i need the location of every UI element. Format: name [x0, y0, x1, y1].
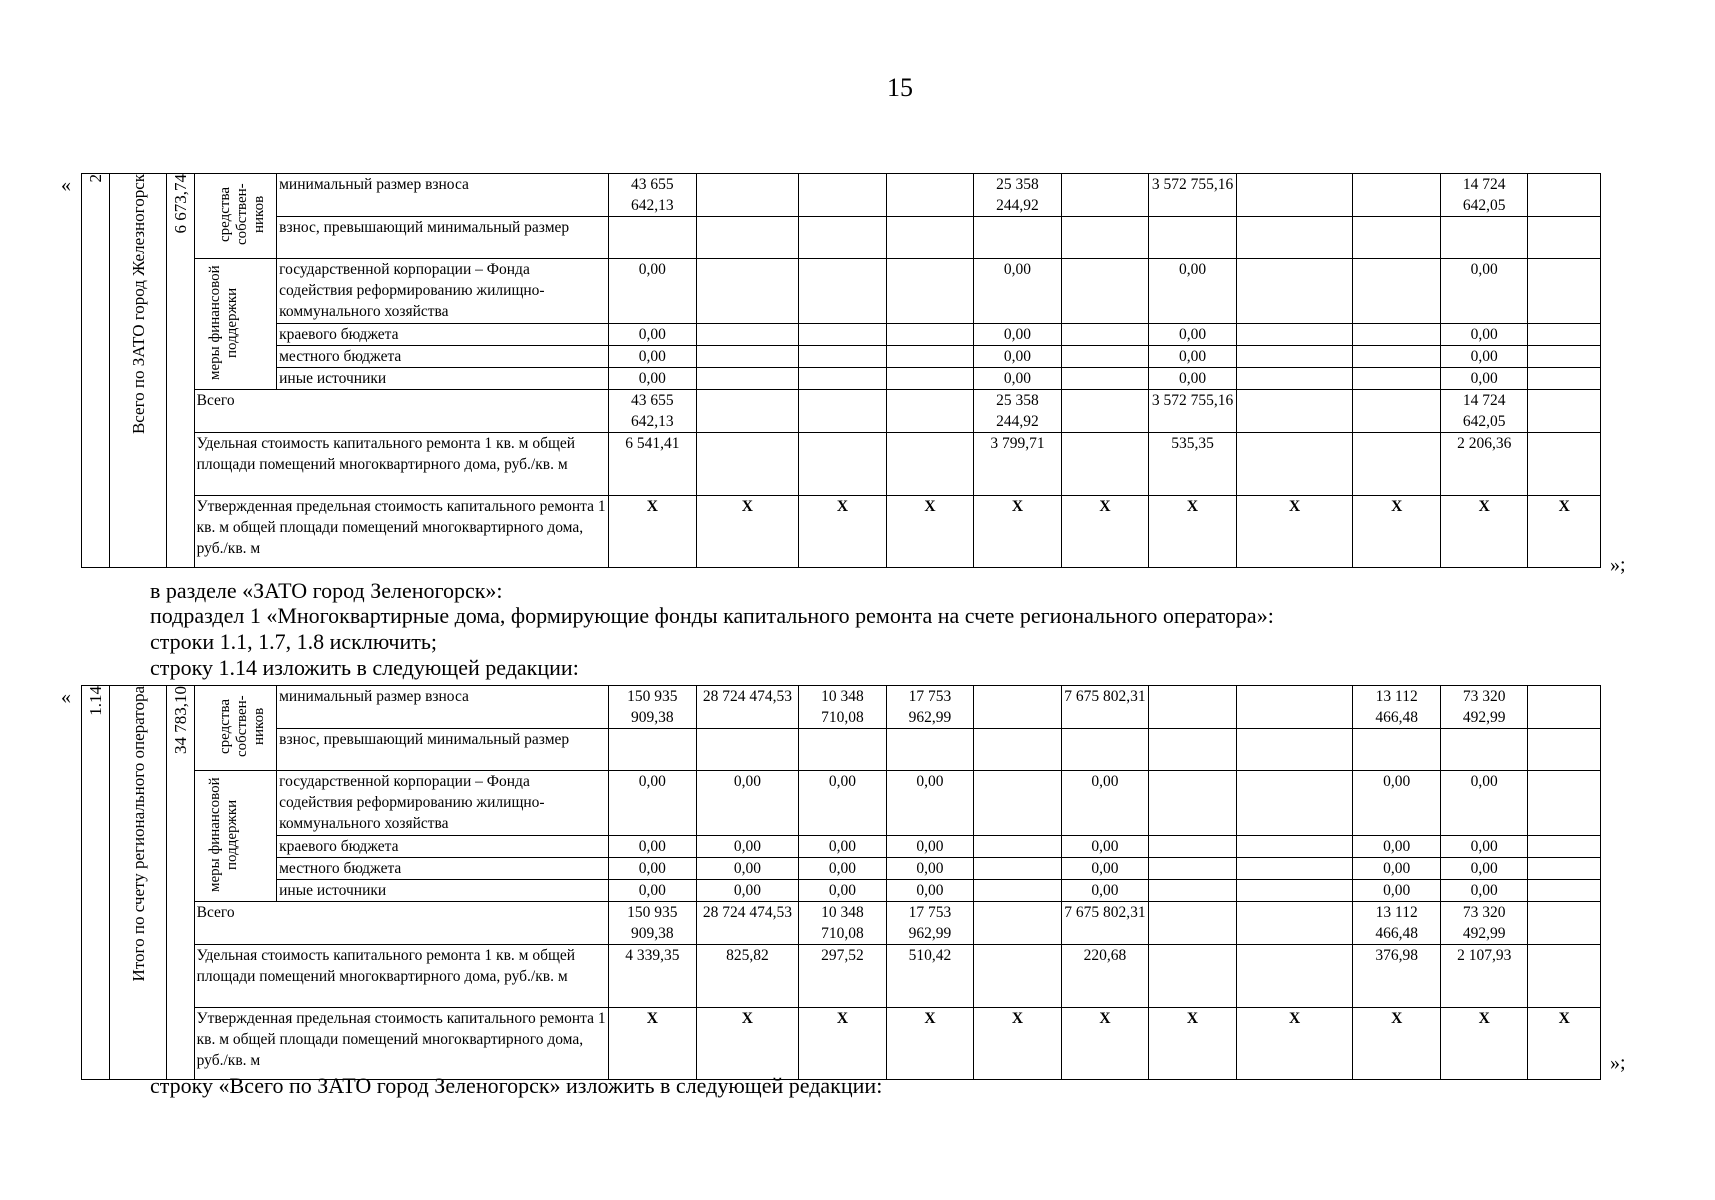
- value-cell: 0,00: [1440, 259, 1528, 324]
- row-label: иные источники: [277, 368, 609, 390]
- row-number: 1.14: [86, 686, 106, 716]
- row-title-cell: [110, 686, 167, 1080]
- value-cell: X: [886, 496, 974, 568]
- value-cell: 7 675 802,31: [1061, 686, 1149, 729]
- value-cell: [696, 217, 799, 259]
- table-row: [82, 174, 1601, 217]
- value-cell: 2 107,93: [1440, 945, 1528, 1008]
- group-owners-cell: [194, 174, 276, 259]
- value-cell: 220,68: [1061, 945, 1149, 1008]
- value-cell: 297,52: [799, 945, 887, 1008]
- row-label: краевого бюджета: [277, 836, 609, 858]
- row-number: 2: [86, 174, 106, 183]
- value-cell: X: [974, 496, 1062, 568]
- value-cell: [799, 259, 887, 324]
- table-row: [82, 259, 1601, 324]
- value-cell: 3 572 755,16: [1149, 174, 1237, 217]
- value-cell: X: [1440, 1008, 1528, 1080]
- value-cell: [1353, 217, 1441, 259]
- value-cell: X: [799, 496, 887, 568]
- row-label: местного бюджета: [277, 858, 609, 880]
- value-cell: [1236, 686, 1353, 729]
- table-regional-operator: [81, 685, 1601, 1080]
- value-cell: [886, 346, 974, 368]
- value-cell: [696, 259, 799, 324]
- value-cell: [1528, 217, 1601, 259]
- value-cell: 0,00: [696, 771, 799, 836]
- value-cell: [1528, 368, 1601, 390]
- value-cell: 0,00: [799, 771, 887, 836]
- value-cell: [1353, 729, 1441, 771]
- replace-row-paragraph: строку 1.14 изложить в следующей редакции:: [150, 655, 579, 680]
- value-cell: [799, 729, 887, 771]
- value-cell: X: [1353, 1008, 1441, 1080]
- value-cell: [799, 433, 887, 496]
- value-cell: [696, 390, 799, 433]
- value-cell: 0,00: [1440, 858, 1528, 880]
- row-label: Всего: [194, 902, 608, 945]
- value-cell: [1236, 433, 1353, 496]
- table-row: [82, 324, 1601, 346]
- value-cell: 3 799,71: [974, 433, 1062, 496]
- row-number-cell: [82, 174, 110, 568]
- table-row: [82, 771, 1601, 836]
- table-row: [82, 945, 1601, 1008]
- group-support-cell: [194, 259, 276, 390]
- row-label: взнос, превышающий минимальный размер: [277, 217, 609, 259]
- value-cell: [1528, 259, 1601, 324]
- value-cell: [1149, 902, 1237, 945]
- value-cell: 17 753 962,99: [886, 686, 974, 729]
- value-cell: [1236, 346, 1353, 368]
- value-cell: 10 348 710,08: [799, 902, 887, 945]
- value-cell: [799, 174, 887, 217]
- group-owners-label: средства собствен-ников: [217, 695, 268, 757]
- section-paragraph: в разделе «ЗАТО город Зеленогорск»:: [150, 578, 503, 603]
- value-cell: 17 753 962,99: [886, 902, 974, 945]
- value-cell: [1236, 836, 1353, 858]
- value-cell: 73 320 492,99: [1440, 902, 1528, 945]
- value-cell: [1528, 836, 1601, 858]
- value-cell: [886, 174, 974, 217]
- value-cell: 25 358 244,92: [974, 390, 1062, 433]
- value-cell: 0,00: [609, 858, 697, 880]
- value-cell: [1149, 729, 1237, 771]
- value-cell: 0,00: [974, 324, 1062, 346]
- value-cell: X: [799, 1008, 887, 1080]
- row-label: Удельная стоимость капитального ремонта 1 кв. м общей площади помещений многоквартирного дома, руб./кв. м: [194, 433, 608, 496]
- value-cell: [886, 390, 974, 433]
- value-cell: [1061, 324, 1149, 346]
- value-cell: 0,00: [1440, 368, 1528, 390]
- value-cell: [1353, 259, 1441, 324]
- value-cell: 0,00: [1149, 324, 1237, 346]
- value-cell: [1061, 729, 1149, 771]
- value-cell: [696, 729, 799, 771]
- value-cell: 0,00: [1353, 880, 1441, 902]
- value-cell: 0,00: [609, 771, 697, 836]
- value-cell: [1528, 858, 1601, 880]
- value-cell: X: [1440, 496, 1528, 568]
- page-number: 15: [887, 73, 913, 102]
- value-cell: 13 112 466,48: [1353, 902, 1441, 945]
- value-cell: 0,00: [974, 259, 1062, 324]
- value-cell: 3 572 755,16: [1149, 390, 1237, 433]
- value-cell: [1353, 346, 1441, 368]
- value-cell: [886, 217, 974, 259]
- value-cell: [886, 433, 974, 496]
- value-cell: 376,98: [1353, 945, 1441, 1008]
- value-cell: [974, 945, 1062, 1008]
- value-cell: 825,82: [696, 945, 799, 1008]
- row-label: государственной корпорации – Фонда содействия реформированию жилищно-коммунального хозяйства: [277, 771, 609, 836]
- table-row: [82, 880, 1601, 902]
- value-cell: 0,00: [609, 346, 697, 368]
- value-cell: X: [1528, 496, 1601, 568]
- value-cell: 0,00: [886, 858, 974, 880]
- value-cell: [974, 686, 1062, 729]
- value-cell: [1353, 390, 1441, 433]
- value-cell: 0,00: [1061, 858, 1149, 880]
- row-label: взнос, превышающий минимальный размер: [277, 729, 609, 771]
- value-cell: 150 935 909,38: [609, 902, 697, 945]
- group-owners-label: средства собствен-ников: [217, 183, 268, 245]
- value-cell: 13 112 466,48: [1353, 686, 1441, 729]
- row-label: Удельная стоимость капитального ремонта 1 кв. м общей площади помещений многоквартирного дома, руб./кв. м: [194, 945, 608, 1008]
- value-cell: X: [1061, 1008, 1149, 1080]
- value-cell: [974, 858, 1062, 880]
- value-cell: X: [1061, 496, 1149, 568]
- value-cell: 0,00: [799, 880, 887, 902]
- value-cell: [1149, 836, 1237, 858]
- value-cell: 0,00: [974, 368, 1062, 390]
- table-row: [82, 729, 1601, 771]
- row-number-cell: [82, 686, 110, 1080]
- value-cell: [696, 174, 799, 217]
- table-row: [82, 390, 1601, 433]
- value-cell: 0,00: [1353, 836, 1441, 858]
- value-cell: [1061, 174, 1149, 217]
- value-cell: [1149, 880, 1237, 902]
- value-cell: 0,00: [799, 858, 887, 880]
- value-cell: X: [1236, 496, 1353, 568]
- value-cell: 25 358 244,92: [974, 174, 1062, 217]
- value-cell: 150 935 909,38: [609, 686, 697, 729]
- row-title: Всего по ЗАТО город Железногорск: [128, 174, 148, 435]
- value-cell: 4 339,35: [609, 945, 697, 1008]
- value-cell: 0,00: [974, 346, 1062, 368]
- value-cell: X: [1528, 1008, 1601, 1080]
- value-cell: X: [974, 1008, 1062, 1080]
- value-cell: [1528, 390, 1601, 433]
- value-cell: X: [696, 496, 799, 568]
- value-cell: [1236, 945, 1353, 1008]
- value-cell: [1440, 217, 1528, 259]
- value-cell: 14 724 642,05: [1440, 174, 1528, 217]
- value-cell: [1061, 346, 1149, 368]
- value-cell: 43 655 642,13: [609, 390, 697, 433]
- value-cell: [974, 880, 1062, 902]
- value-cell: 0,00: [609, 368, 697, 390]
- value-cell: [1353, 174, 1441, 217]
- value-cell: 0,00: [1440, 771, 1528, 836]
- row-label: Утвержденная предельная стоимость капитального ремонта 1 кв. м общей площади помещений многоквартирного дома, руб./кв. м: [194, 496, 608, 568]
- value-cell: [1528, 771, 1601, 836]
- value-cell: [1236, 259, 1353, 324]
- value-cell: [886, 259, 974, 324]
- value-cell: 0,00: [1149, 346, 1237, 368]
- value-cell: [1236, 880, 1353, 902]
- row-label: минимальный размер взноса: [277, 686, 609, 729]
- value-cell: 0,00: [1149, 259, 1237, 324]
- exclude-rows-paragraph: строки 1.1, 1.7, 1.8 исключить;: [150, 629, 438, 654]
- group-support-label: меры финансовой поддержки: [207, 265, 241, 381]
- value-cell: [1528, 433, 1601, 496]
- value-cell: [1149, 686, 1237, 729]
- value-cell: [1149, 771, 1237, 836]
- value-cell: [1236, 771, 1353, 836]
- value-cell: [1236, 368, 1353, 390]
- row-label: краевого бюджета: [277, 324, 609, 346]
- value-cell: [1061, 368, 1149, 390]
- row-label: государственной корпорации – Фонда содействия реформированию жилищно-коммунального хозяйства: [277, 259, 609, 324]
- value-cell: 0,00: [1353, 858, 1441, 880]
- value-cell: [1061, 259, 1149, 324]
- value-cell: 0,00: [609, 259, 697, 324]
- value-cell: 0,00: [609, 324, 697, 346]
- value-cell: X: [1353, 496, 1441, 568]
- value-cell: 0,00: [609, 880, 697, 902]
- row-title-cell: [110, 174, 167, 568]
- value-cell: 0,00: [886, 771, 974, 836]
- row-title: Итого по счету регионального оператора: [128, 686, 148, 982]
- value-cell: [696, 368, 799, 390]
- table-row: [82, 902, 1601, 945]
- row-label: местного бюджета: [277, 346, 609, 368]
- value-cell: [799, 390, 887, 433]
- value-cell: 510,42: [886, 945, 974, 1008]
- value-cell: [799, 324, 887, 346]
- value-cell: 10 348 710,08: [799, 686, 887, 729]
- quote-open: «: [61, 686, 71, 708]
- value-cell: 0,00: [1440, 836, 1528, 858]
- value-cell: [609, 217, 697, 259]
- value-cell: [799, 217, 887, 259]
- value-cell: [974, 836, 1062, 858]
- value-cell: [1061, 433, 1149, 496]
- table-row: [82, 836, 1601, 858]
- value-cell: [974, 771, 1062, 836]
- area-value: 34 783,10: [171, 686, 191, 754]
- value-cell: 2 206,36: [1440, 433, 1528, 496]
- area-cell: [167, 174, 194, 568]
- value-cell: [1528, 945, 1601, 1008]
- value-cell: [1528, 880, 1601, 902]
- table-row: [82, 433, 1601, 496]
- quote-close: »;: [1610, 1052, 1626, 1074]
- value-cell: [1528, 324, 1601, 346]
- value-cell: [974, 729, 1062, 771]
- value-cell: 0,00: [886, 836, 974, 858]
- value-cell: 7 675 802,31: [1061, 902, 1149, 945]
- value-cell: [696, 433, 799, 496]
- value-cell: 0,00: [886, 880, 974, 902]
- value-cell: 0,00: [1061, 880, 1149, 902]
- value-cell: 6 541,41: [609, 433, 697, 496]
- value-cell: [1236, 217, 1353, 259]
- value-cell: [1236, 729, 1353, 771]
- value-cell: [974, 902, 1062, 945]
- value-cell: [1061, 390, 1149, 433]
- value-cell: [1149, 858, 1237, 880]
- value-cell: 0,00: [1061, 836, 1149, 858]
- table-row: [82, 346, 1601, 368]
- value-cell: 0,00: [1149, 368, 1237, 390]
- closing-paragraph: строку «Всего по ЗАТО город Зеленогорск» изложить в следующей редакции:: [150, 1073, 883, 1098]
- value-cell: 0,00: [696, 836, 799, 858]
- value-cell: [1149, 217, 1237, 259]
- value-cell: X: [886, 1008, 974, 1080]
- value-cell: 0,00: [1061, 771, 1149, 836]
- value-cell: X: [1236, 1008, 1353, 1080]
- value-cell: 535,35: [1149, 433, 1237, 496]
- value-cell: [1149, 945, 1237, 1008]
- value-cell: [696, 346, 799, 368]
- area-cell: [167, 686, 194, 1080]
- value-cell: 0,00: [609, 836, 697, 858]
- value-cell: [886, 368, 974, 390]
- value-cell: [799, 368, 887, 390]
- value-cell: [1061, 217, 1149, 259]
- value-cell: 0,00: [1353, 771, 1441, 836]
- value-cell: [1236, 324, 1353, 346]
- table-row: [82, 368, 1601, 390]
- row-label: минимальный размер взноса: [277, 174, 609, 217]
- value-cell: [886, 324, 974, 346]
- group-support-cell: [194, 771, 276, 902]
- value-cell: [609, 729, 697, 771]
- table-row: [82, 496, 1601, 568]
- value-cell: 14 724 642,05: [1440, 390, 1528, 433]
- value-cell: [1236, 174, 1353, 217]
- value-cell: [1528, 729, 1601, 771]
- value-cell: [1236, 902, 1353, 945]
- group-owners-cell: [194, 686, 276, 771]
- value-cell: 73 320 492,99: [1440, 686, 1528, 729]
- value-cell: [1236, 390, 1353, 433]
- value-cell: [1528, 174, 1601, 217]
- value-cell: [974, 217, 1062, 259]
- value-cell: 0,00: [696, 858, 799, 880]
- area-value: 6 673,74: [171, 174, 191, 234]
- row-label: Всего: [194, 390, 608, 433]
- value-cell: [1353, 324, 1441, 346]
- value-cell: 28 724 474,53: [696, 686, 799, 729]
- subsection-paragraph: подраздел 1 «Многоквартирные дома, формирующие фонды капитального ремонта на счете регионального оператора»:: [150, 603, 1274, 628]
- value-cell: X: [609, 496, 697, 568]
- value-cell: [1236, 858, 1353, 880]
- value-cell: [1440, 729, 1528, 771]
- value-cell: [1528, 346, 1601, 368]
- table-row: [82, 858, 1601, 880]
- value-cell: X: [609, 1008, 697, 1080]
- value-cell: X: [1149, 496, 1237, 568]
- value-cell: [886, 729, 974, 771]
- quote-open: «: [61, 174, 71, 196]
- value-cell: [1528, 902, 1601, 945]
- value-cell: [1353, 433, 1441, 496]
- quote-close: »;: [1610, 554, 1626, 576]
- row-label: иные источники: [277, 880, 609, 902]
- value-cell: 0,00: [1440, 880, 1528, 902]
- value-cell: 0,00: [696, 880, 799, 902]
- table-zheleznogorsk: [81, 173, 1601, 568]
- value-cell: [1528, 686, 1601, 729]
- value-cell: [1353, 368, 1441, 390]
- table-row: [82, 217, 1601, 259]
- value-cell: 0,00: [799, 836, 887, 858]
- value-cell: [696, 324, 799, 346]
- value-cell: 0,00: [1440, 324, 1528, 346]
- row-label: Утвержденная предельная стоимость капитального ремонта 1 кв. м общей площади помещений многоквартирного дома, руб./кв. м: [194, 1008, 608, 1080]
- group-support-label: меры финансовой поддержки: [207, 777, 241, 893]
- table-row: [82, 686, 1601, 729]
- value-cell: X: [1149, 1008, 1237, 1080]
- value-cell: X: [696, 1008, 799, 1080]
- value-cell: 43 655 642,13: [609, 174, 697, 217]
- value-cell: 0,00: [1440, 346, 1528, 368]
- value-cell: [799, 346, 887, 368]
- value-cell: 28 724 474,53: [696, 902, 799, 945]
- table-row: [82, 1008, 1601, 1080]
